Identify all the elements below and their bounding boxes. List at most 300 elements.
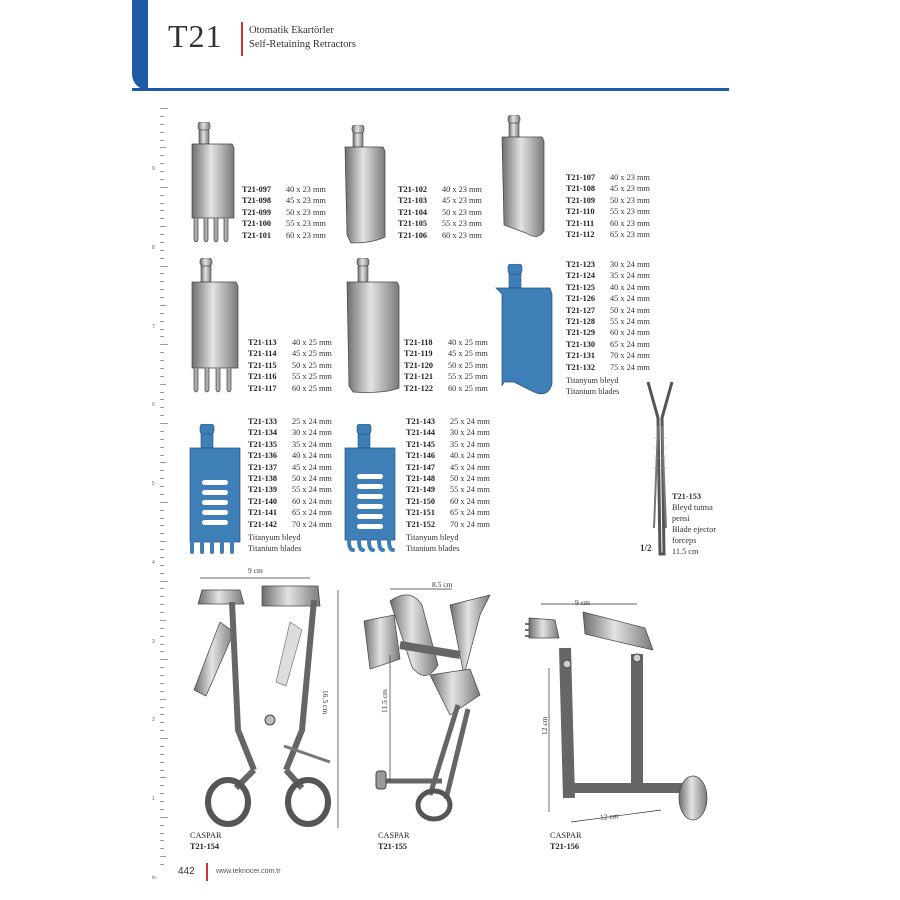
- ruler-tick: [160, 833, 164, 834]
- product-size: 65 x 24 mm: [292, 508, 332, 518]
- ruler-number: 8: [152, 244, 155, 251]
- product-row: [242, 230, 326, 241]
- ruler-tick: [160, 825, 164, 826]
- ruler-tick: [160, 659, 168, 660]
- ruler-tick: [160, 352, 164, 353]
- ruler-tick: [160, 612, 164, 613]
- title-divider: [241, 22, 243, 56]
- caption-155: CASPAR T21-155: [378, 831, 410, 851]
- product-code: T21-128: [566, 317, 596, 327]
- product-row: [566, 183, 650, 194]
- ruler-tick: [160, 478, 164, 479]
- header-rule: [132, 88, 729, 91]
- product-row: [404, 337, 488, 348]
- ruler-tick: [160, 242, 164, 243]
- product-code: T21-097: [242, 185, 272, 194]
- ruler-tick: [160, 746, 164, 747]
- product-row: [406, 439, 490, 450]
- product-code: T21-102: [398, 185, 428, 194]
- product-row: [566, 206, 650, 217]
- product-size: 45 x 23 mm: [610, 184, 650, 194]
- product-row: [566, 293, 650, 304]
- product-code: T21-152: [406, 519, 436, 529]
- ruler-tick: [160, 683, 164, 684]
- product-size: 55 x 23 mm: [286, 219, 326, 229]
- product-row: [248, 484, 332, 495]
- forceps-scale-label: 1/2: [640, 543, 652, 553]
- product-size: 45 x 23 mm: [442, 196, 482, 206]
- titanium-note-g7: Titanyum bleyd Titanium blades: [248, 533, 302, 553]
- product-size: 25 x 24 mm: [450, 417, 490, 426]
- product-size: 45 x 25 mm: [292, 349, 332, 359]
- product-row: [404, 371, 488, 382]
- product-row: [406, 462, 490, 473]
- ruler-tick: [160, 407, 164, 408]
- ruler-tick: [160, 171, 164, 172]
- product-size: 50 x 24 mm: [292, 474, 332, 484]
- title-english: Self-Retaining Retractors: [249, 39, 357, 50]
- product-row: [248, 462, 332, 473]
- product-row: [406, 507, 490, 518]
- ruler-tick: [160, 793, 164, 794]
- ruler-tick: [160, 636, 164, 637]
- ruler-tick: [160, 699, 166, 700]
- product-size: 45 x 24 mm: [610, 294, 650, 304]
- product-code: T21-145: [406, 439, 436, 449]
- product-code: T21-098: [242, 196, 272, 206]
- ruler-tick: [160, 321, 164, 322]
- ruler-tick: [160, 179, 164, 180]
- product-row: [566, 259, 650, 270]
- ruler-tick: [160, 840, 164, 841]
- ruler-tick: [160, 770, 164, 771]
- forceps-caption: T21-153 Bleyd tutma pensi Blade ejector forceps 11.5 cm: [672, 492, 716, 556]
- product-size: 70 x 24 mm: [450, 519, 490, 529]
- product-size: 40 x 24 mm: [450, 451, 490, 461]
- ruler-tick: [160, 124, 164, 125]
- dimension-width-154: 9 cm: [248, 566, 263, 575]
- product-row: [248, 416, 332, 427]
- ruler-number: 9: [152, 166, 155, 172]
- product-size: 45 x 25 mm: [448, 349, 488, 359]
- product-size: 65 x 23 mm: [610, 230, 650, 240]
- ruler-tick: [160, 273, 164, 274]
- ruler-tick: [160, 588, 164, 589]
- product-row: [248, 360, 332, 371]
- ruler-tick: [160, 163, 164, 164]
- product-row: [248, 427, 332, 438]
- dimension-width-155: 8.5 cm: [432, 580, 453, 589]
- product-size: 30 x 24 mm: [292, 428, 332, 438]
- ruler-tick: [160, 502, 168, 503]
- product-list-g4: [248, 337, 332, 394]
- product-size: 50 x 25 mm: [292, 360, 332, 370]
- product-code: T21-122: [404, 383, 434, 393]
- product-size: 55 x 25 mm: [292, 372, 332, 382]
- product-list-g5: [404, 337, 488, 394]
- product-size: 55 x 23 mm: [442, 219, 482, 229]
- product-code: T21-107: [566, 173, 596, 182]
- dimension-depth-156: 12 cm: [599, 811, 619, 822]
- product-size: 60 x 24 mm: [610, 328, 650, 338]
- product-size: 50 x 25 mm: [448, 360, 488, 370]
- product-row: [404, 383, 488, 394]
- product-code: T21-144: [406, 428, 436, 438]
- product-size: 70 x 24 mm: [610, 351, 650, 361]
- product-code: T21-109: [566, 195, 596, 205]
- product-code: T21-110: [566, 207, 595, 217]
- product-code: T21-119: [404, 349, 433, 359]
- product-list-g6: [566, 259, 650, 373]
- ruler-tick: [160, 289, 164, 290]
- blade-image-rake-large: [188, 258, 242, 398]
- ruler-tick: [160, 155, 164, 156]
- ruler-tick: [160, 573, 164, 574]
- ruler-tick: [160, 132, 164, 133]
- product-row: [406, 484, 490, 495]
- product-row: [248, 383, 332, 394]
- product-size: 40 x 25 mm: [292, 338, 332, 347]
- ruler-tick: [160, 533, 164, 534]
- ruler-tick: [160, 470, 164, 471]
- product-size: 55 x 23 mm: [610, 207, 650, 217]
- product-row: [404, 348, 488, 359]
- product-code: T21-130: [566, 339, 596, 349]
- ruler-tick: [160, 147, 166, 148]
- product-row: [242, 184, 326, 195]
- ruler-tick: [160, 108, 168, 109]
- ruler-number: 4: [152, 559, 155, 566]
- product-size: 65 x 24 mm: [610, 339, 650, 349]
- product-row: [398, 230, 482, 241]
- product-size: 55 x 24 mm: [450, 485, 490, 495]
- ruler-tick: [160, 368, 164, 369]
- title-turkish: Otomatik Ekartörler: [249, 25, 334, 36]
- ruler-tick: [160, 620, 166, 621]
- product-code: T21-120: [404, 360, 434, 370]
- product-code: T21-150: [406, 496, 436, 506]
- product-row: [404, 360, 488, 371]
- ruler-tick: [160, 376, 164, 377]
- product-code: T21-118: [404, 338, 433, 347]
- ruler-tick: [160, 195, 164, 196]
- titanium-blade-image-curved: [494, 264, 556, 398]
- product-size: 60 x 24 mm: [292, 496, 332, 506]
- caspar-retractor-156-image: [525, 598, 715, 830]
- ruler-tick: [160, 462, 166, 463]
- ruler-tick: [160, 667, 164, 668]
- product-size: 55 x 24 mm: [292, 485, 332, 495]
- product-code: T21-149: [406, 485, 436, 495]
- ruler-tick: [160, 344, 168, 345]
- product-size: 50 x 24 mm: [450, 474, 490, 484]
- ruler-tick: [160, 455, 164, 456]
- ruler-tick: [160, 234, 164, 235]
- product-code: T21-113: [248, 338, 277, 347]
- ruler-tick: [160, 518, 164, 519]
- blade-image-rake: [188, 122, 238, 247]
- ruler-tick: [160, 848, 164, 849]
- product-code: T21-142: [248, 519, 278, 529]
- product-code: T21-146: [406, 451, 436, 461]
- product-row: [406, 450, 490, 461]
- product-size: 40 x 23 mm: [442, 185, 482, 194]
- blade-image-smooth: [343, 125, 388, 245]
- product-code: T21-116: [248, 372, 277, 382]
- product-size: 40 x 23 mm: [610, 173, 650, 182]
- product-code: T21-132: [566, 362, 596, 372]
- product-row: [566, 218, 650, 229]
- product-code: T21-117: [248, 383, 277, 393]
- side-ruler: [152, 108, 168, 881]
- ruler-tick: [160, 423, 168, 424]
- page-code: T21: [168, 18, 223, 54]
- product-code: T21-129: [566, 328, 596, 338]
- product-code: T21-151: [406, 508, 436, 518]
- ruler-tick: [160, 415, 164, 416]
- ruler-tick: [160, 313, 164, 314]
- product-row: [398, 184, 482, 195]
- ruler-number: 2: [152, 717, 155, 724]
- ruler-tick: [160, 714, 164, 715]
- ruler-tick: [160, 604, 164, 605]
- product-size: 60 x 23 mm: [610, 218, 650, 228]
- product-size: 40 x 24 mm: [292, 451, 332, 461]
- product-size: 55 x 24 mm: [610, 317, 650, 327]
- footer-website-link[interactable]: www.teknocer.com.tr: [216, 868, 281, 875]
- ruler-tick: [160, 557, 164, 558]
- product-list-g7: [248, 416, 332, 530]
- product-code: T21-140: [248, 496, 278, 506]
- ruler-number: 5: [152, 481, 155, 487]
- product-size: 35 x 24 mm: [610, 271, 650, 281]
- blade-image-curved: [498, 115, 550, 243]
- ruler-tick: [160, 541, 166, 542]
- product-row: [398, 218, 482, 229]
- titanium-blade-image-rake: [188, 424, 244, 554]
- ruler-tick: [160, 777, 166, 778]
- ruler-tick: [160, 565, 164, 566]
- ruler-tick: [160, 549, 164, 550]
- ruler-tick: [160, 510, 164, 511]
- product-code: T21-141: [248, 508, 278, 518]
- product-code: T21-103: [398, 196, 428, 206]
- product-list-g1: [242, 184, 326, 241]
- product-row: [248, 450, 332, 461]
- product-size: 50 x 23 mm: [442, 207, 482, 217]
- product-row: [406, 496, 490, 507]
- product-code: T21-105: [398, 219, 428, 229]
- ruler-tick: [160, 439, 164, 440]
- product-code: T21-138: [248, 474, 278, 484]
- ruler-tick: [160, 226, 166, 227]
- ruler-tick: [160, 809, 164, 810]
- product-code: T21-123: [566, 260, 596, 269]
- product-size: 50 x 23 mm: [286, 207, 326, 217]
- product-row: [242, 195, 326, 206]
- product-row: [566, 350, 650, 361]
- ruler-number: 6: [152, 402, 155, 409]
- ruler-number: in: [152, 874, 156, 881]
- dimension-height-154: 16.5 cm: [321, 690, 330, 715]
- ruler-tick: [160, 675, 164, 676]
- product-size: 60 x 25 mm: [292, 383, 332, 393]
- product-code: T21-121: [404, 372, 434, 382]
- ruler-tick: [160, 691, 164, 692]
- product-row: [566, 327, 650, 338]
- ruler-tick: [160, 817, 168, 818]
- product-row: [406, 416, 490, 427]
- product-code: T21-136: [248, 451, 278, 461]
- ruler-tick: [160, 651, 164, 652]
- product-size: 50 x 24 mm: [610, 305, 650, 315]
- product-code: T21-127: [566, 305, 596, 315]
- ruler-tick: [160, 336, 164, 337]
- ruler-tick: [160, 360, 164, 361]
- ruler-tick: [160, 399, 164, 400]
- ruler-tick: [160, 266, 168, 267]
- product-code: T21-104: [398, 207, 428, 217]
- product-row: [406, 427, 490, 438]
- ruler-tick: [160, 187, 168, 188]
- footer-divider: [206, 863, 208, 881]
- product-code: T21-137: [248, 462, 278, 472]
- product-code: T21-125: [566, 282, 596, 292]
- ruler-tick: [160, 754, 164, 755]
- product-row: [242, 218, 326, 229]
- caption-154: CASPAR T21-154: [190, 831, 222, 851]
- ruler-tick: [160, 447, 164, 448]
- ruler-tick: [160, 281, 164, 282]
- product-size: 60 x 23 mm: [442, 230, 482, 240]
- ruler-tick: [160, 801, 164, 802]
- product-row: [566, 339, 650, 350]
- product-size: 30 x 24 mm: [450, 428, 490, 438]
- product-size: 35 x 24 mm: [292, 439, 332, 449]
- product-size: 60 x 25 mm: [448, 383, 488, 393]
- product-row: [566, 305, 650, 316]
- product-size: 60 x 23 mm: [286, 230, 326, 240]
- ruler-tick: [160, 486, 164, 487]
- ruler-tick: [160, 218, 164, 219]
- ruler-tick: [160, 596, 164, 597]
- product-code: T21-099: [242, 207, 272, 217]
- product-row: [566, 282, 650, 293]
- product-row: [248, 473, 332, 484]
- product-row: [398, 195, 482, 206]
- ruler-tick: [160, 722, 164, 723]
- ruler-tick: [160, 856, 166, 857]
- ruler-tick: [160, 864, 164, 865]
- dimension-height-156: 12 cm: [540, 716, 549, 735]
- ruler-tick: [160, 210, 164, 211]
- product-size: 45 x 23 mm: [286, 196, 326, 206]
- product-size: 65 x 24 mm: [450, 508, 490, 518]
- ruler-tick: [160, 785, 164, 786]
- product-code: T21-124: [566, 271, 596, 281]
- ruler-tick: [160, 738, 168, 739]
- ruler-tick: [160, 392, 164, 393]
- product-row: [566, 229, 650, 240]
- product-size: 45 x 24 mm: [292, 462, 332, 472]
- ruler-tick: [160, 297, 164, 298]
- titanium-note-g8: Titanyum bleyd Titanium blades: [406, 533, 460, 553]
- product-row: [248, 496, 332, 507]
- ruler-tick: [160, 250, 164, 251]
- product-size: 40 x 25 mm: [448, 338, 488, 347]
- dimension-width-156: 9 cm: [575, 598, 590, 607]
- product-size: 60 x 24 mm: [450, 496, 490, 506]
- product-row: [248, 439, 332, 450]
- product-size: 30 x 24 mm: [610, 260, 650, 269]
- ruler-tick: [160, 762, 164, 763]
- product-row: [248, 337, 332, 348]
- product-code: T21-134: [248, 428, 278, 438]
- product-code: T21-115: [248, 360, 277, 370]
- product-size: 75 x 24 mm: [610, 362, 650, 372]
- product-code: T21-139: [248, 485, 278, 495]
- caspar-retractor-154-image: [180, 570, 340, 832]
- product-row: [248, 507, 332, 518]
- caption-156: CASPAR T21-156: [550, 831, 582, 851]
- product-row: [566, 195, 650, 206]
- product-size: 25 x 24 mm: [292, 417, 332, 426]
- ruler-tick: [160, 203, 164, 204]
- ruler-tick: [160, 644, 164, 645]
- product-row: [248, 348, 332, 359]
- ruler-number: 1: [152, 796, 155, 802]
- product-code: T21-131: [566, 351, 596, 361]
- product-size: 40 x 23 mm: [286, 185, 326, 194]
- ruler-tick: [160, 581, 168, 582]
- product-size: 50 x 23 mm: [610, 195, 650, 205]
- ruler-tick: [160, 116, 164, 117]
- product-code: T21-108: [566, 184, 596, 194]
- product-row: [406, 473, 490, 484]
- product-row: [248, 371, 332, 382]
- product-size: 45 x 24 mm: [450, 462, 490, 472]
- product-row: [248, 519, 332, 530]
- product-row: [398, 207, 482, 218]
- product-code: T21-143: [406, 417, 436, 426]
- product-row: [566, 316, 650, 327]
- ruler-tick: [160, 628, 164, 629]
- product-code: T21-148: [406, 474, 436, 484]
- product-size: 55 x 25 mm: [448, 372, 488, 382]
- product-code: T21-135: [248, 439, 278, 449]
- ruler-tick: [160, 431, 164, 432]
- ruler-tick: [160, 707, 164, 708]
- product-code: T21-101: [242, 230, 272, 240]
- ruler-tick: [160, 494, 164, 495]
- product-code: T21-133: [248, 417, 278, 426]
- product-code: T21-112: [566, 230, 595, 240]
- product-row: [566, 362, 650, 373]
- product-code: T21-100: [242, 219, 272, 229]
- product-code: T21-106: [398, 230, 428, 240]
- product-code: T21-111: [566, 218, 595, 228]
- product-code: T21-147: [406, 462, 436, 472]
- product-code: T21-114: [248, 349, 277, 359]
- product-code: T21-126: [566, 294, 596, 304]
- ruler-tick: [160, 140, 164, 141]
- product-size: 35 x 24 mm: [450, 439, 490, 449]
- ruler-number: 3: [152, 638, 155, 645]
- product-row: [566, 172, 650, 183]
- dimension-height-155: 11.5 cm: [380, 689, 389, 713]
- product-list-g2: [398, 184, 482, 241]
- page-number: 442: [178, 866, 195, 877]
